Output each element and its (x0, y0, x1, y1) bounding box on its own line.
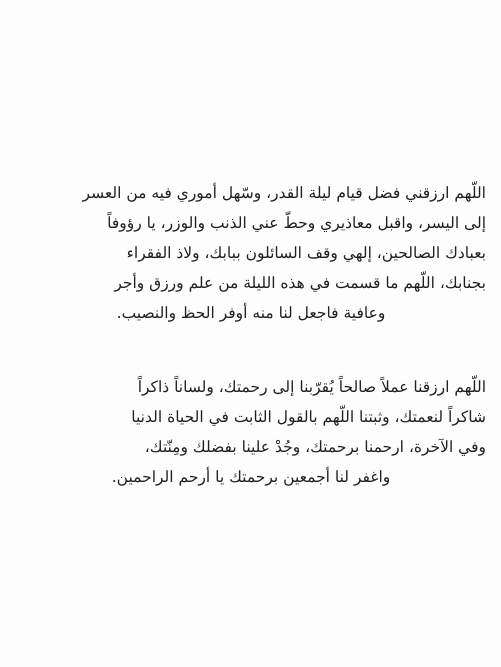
paragraph-2-line-3: وفي الآخرة، ارحمنا برحمتك، وجُدْ علينا بفضلك ومِنّتك، (144, 438, 486, 456)
paragraph-1-line-1: اللّهم ارزقني فضل قيام ليلة القدر، وسّهل أموري فيه من العسر (82, 184, 486, 202)
paragraph-1-line-3: بعبادك الصالحين، إلهي وقف السائلون ببابك، ولاذ الفقراء (126, 244, 486, 262)
paragraph-1-line-5: وعافية فاجعل لنا منه أوفر الحظ والنصيب. (116, 304, 386, 322)
paragraph-1-line-4: بجنابك، اللّهم ما قسمت في هذه الليلة من علم ورزق وأجر (114, 274, 486, 292)
paragraph-2 (16, 372, 486, 492)
paragraph-1 (16, 178, 486, 328)
paragraph-2-line-1: اللّهم ارزقنا عملاً صالحاً يُقرّبنا إلى رحمتك، ولساناً ذاكراً (137, 378, 486, 396)
paragraph-2-line-2: شاكراً لنعمتك، وثبتنا اللّهم بالقول الثابت في الحياة الدنيا (131, 408, 486, 426)
paragraph-2-line-4: واغفر لنا أجمعين برحمتك يا أرحم الراحمين. (111, 468, 391, 486)
paragraph-1-line-2: إلى اليسر، واقبل معاذيري وحطّ عني الذنب والوزر، يا رؤوفاً (107, 214, 486, 232)
